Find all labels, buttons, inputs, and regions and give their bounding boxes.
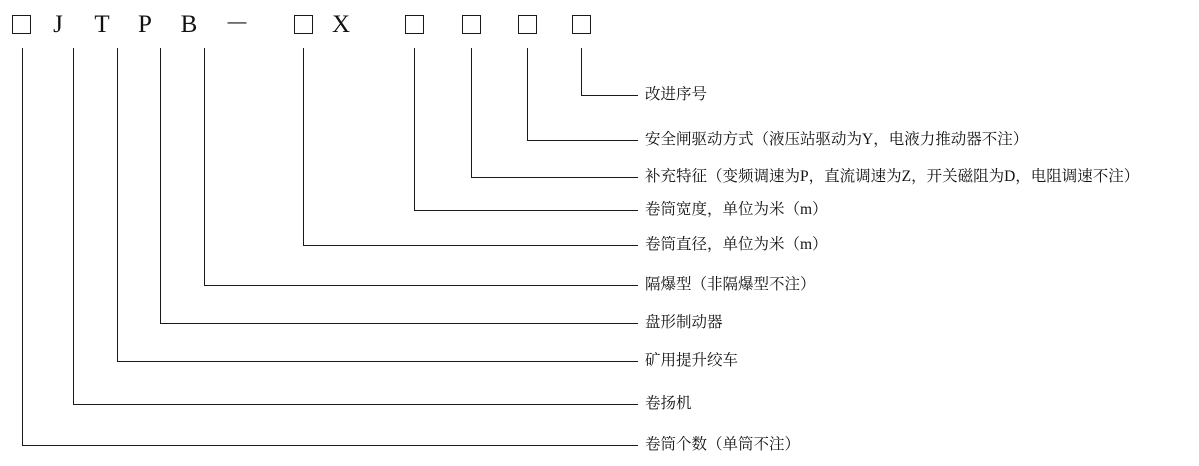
leader-line-revision-no-vertical (581, 48, 582, 96)
annotation-extra-feature: 补充特征（变频调速为P，直流调速为Z，开关磁阻为D，电阻调速不注） (645, 168, 1140, 185)
annotation-winch: 卷扬机 (645, 395, 692, 412)
leader-line-drum-count-vertical (22, 48, 23, 446)
code-slot-drum-width (405, 15, 424, 34)
leader-line-brake-drive-vertical (527, 48, 528, 141)
code-char-t: T (94, 11, 110, 38)
code-slot-drum-diameter (294, 15, 313, 34)
code-slot-brake-drive (518, 15, 537, 34)
code-slot-drum-count (12, 15, 31, 34)
annotation-drum-width: 卷筒宽度，单位为米（m） (645, 201, 828, 218)
leader-line-drum-width-horizontal (414, 210, 638, 211)
leader-line-winch-horizontal (73, 404, 638, 405)
code-char-b: B (180, 11, 198, 38)
leader-line-explosion-proof-horizontal (204, 285, 638, 286)
leader-line-mine-hoist-vertical (117, 48, 118, 362)
annotation-explosion-proof: 隔爆型（非隔爆型不注） (645, 276, 816, 293)
leader-line-disc-brake-vertical (160, 48, 161, 324)
code-char-dash: － (224, 11, 250, 38)
annotation-brake-drive: 安全闸驱动方式（液压站驱动为Y，电液力推动器不注） (645, 131, 1029, 148)
annotation-drum-count: 卷筒个数（单筒不注） (645, 436, 801, 453)
leader-line-mine-hoist-horizontal (117, 361, 638, 362)
leader-line-drum-count-horizontal (22, 445, 638, 446)
leader-line-drum-diameter-horizontal (303, 245, 638, 246)
annotation-drum-diameter: 卷筒直径，单位为米（m） (645, 236, 828, 253)
annotation-disc-brake: 盘形制动器 (645, 314, 723, 331)
code-slot-revision-no (572, 15, 591, 34)
code-char-j: J (53, 11, 63, 38)
leader-line-extra-feature-horizontal (471, 177, 638, 178)
code-slot-extra-feature (462, 15, 481, 34)
leader-line-disc-brake-horizontal (160, 323, 638, 324)
code-char-x: X (331, 11, 351, 38)
leader-line-explosion-proof-vertical (204, 48, 205, 286)
leader-line-drum-width-vertical (414, 48, 415, 211)
leader-line-winch-vertical (73, 48, 74, 405)
leader-line-extra-feature-vertical (471, 48, 472, 178)
leader-line-revision-no-horizontal (581, 95, 638, 96)
leader-line-drum-diameter-vertical (303, 48, 304, 246)
annotation-mine-hoist: 矿用提升绞车 (645, 352, 739, 369)
code-char-p: P (138, 11, 152, 38)
leader-line-brake-drive-horizontal (527, 140, 638, 141)
annotation-revision-no: 改进序号 (645, 86, 708, 103)
code-string-row (0, 0, 1199, 56)
